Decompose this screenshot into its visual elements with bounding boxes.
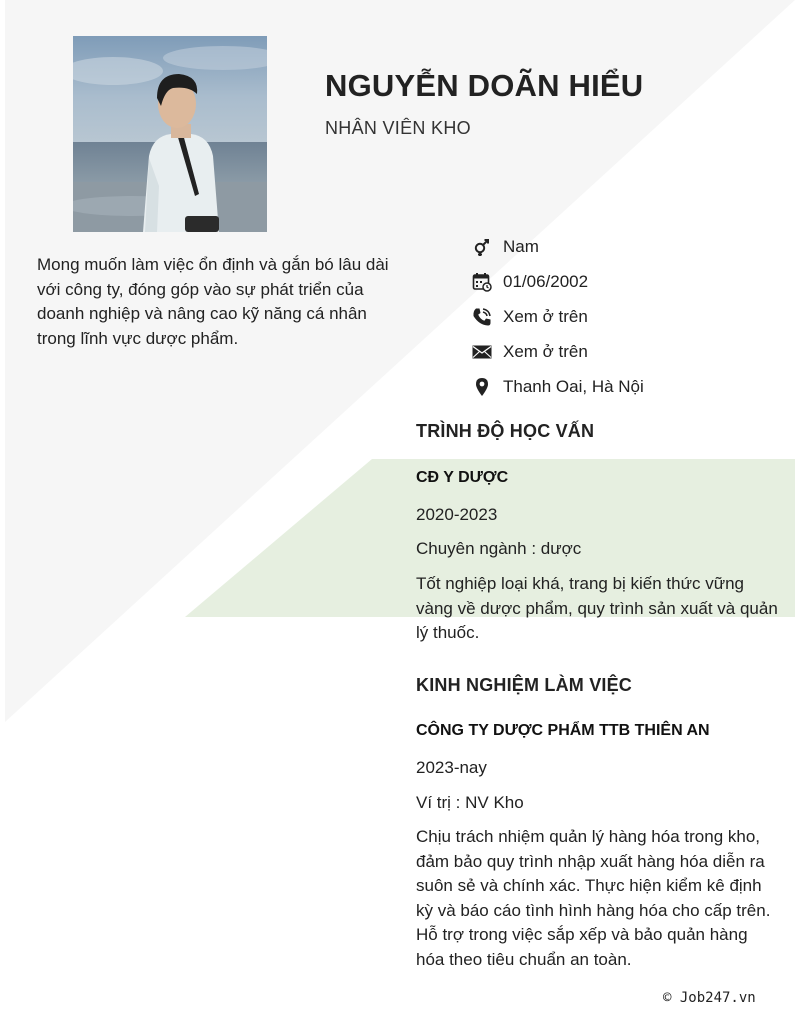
gender-text: Nam	[503, 237, 539, 257]
mail-icon	[472, 342, 492, 362]
footer-copyright: © Job247.vn	[663, 990, 756, 1006]
education-period: 2020-2023	[416, 505, 498, 524]
education-description: Tốt nghiệp loại khá, trang bị kiến thức vững vàng về dược phẩm, quy trình sản xuất và quản lý thuốc.	[416, 574, 778, 643]
job-title: NHÂN VIÊN KHO	[325, 118, 471, 138]
gender-icon	[472, 237, 492, 257]
info-phone	[472, 300, 782, 335]
address-text: Thanh Oai, Hà Nội	[503, 376, 644, 396]
location-pin-icon	[472, 377, 492, 397]
experience-heading: KINH NGHIỆM LÀM VIỆC	[416, 675, 633, 695]
info-email	[472, 334, 782, 369]
career-objective: Mong muốn làm việc ổn định và gắn bó lâu dài với công ty, đóng góp vào sự phát triển của doanh nghiệp và nâng cao kỹ năng cá nhân trong lĩnh vực dược phẩm.	[37, 255, 389, 348]
info-address	[472, 369, 782, 404]
education-major: Chuyên ngành : dược	[416, 539, 582, 558]
calendar-icon	[472, 272, 492, 292]
personal-info	[472, 230, 782, 404]
education-heading: TRÌNH ĐỘ HỌC VẤN	[416, 421, 595, 441]
phone-text: Xem ở trên	[503, 306, 588, 326]
info-gender	[472, 230, 782, 265]
info-birthdate	[472, 265, 782, 300]
experience-company: CÔNG TY DƯỢC PHẨM TTB THIÊN AN	[416, 722, 710, 739]
experience-description: Chịu trách nhiệm quản lý hàng hóa trong kho, đảm bảo quy trình nhập xuất hàng hóa diễn ra suôn sẻ và chính xác. Thực hiện kiểm kê định kỳ và báo cáo tình hình hàng hóa cho cấp trên. Hỗ trợ trong việc sắp xếp và bảo quản hàng hóa theo tiêu chuẩn an toàn.	[416, 827, 771, 969]
email-text: Xem ở trên	[503, 341, 588, 361]
phone-icon	[472, 307, 492, 327]
experience-position: Ví trị : NV Kho	[416, 793, 524, 812]
education-school: CĐ Y DƯỢC	[416, 469, 509, 486]
profile-photo	[73, 36, 267, 232]
experience-period: 2023-nay	[416, 758, 487, 777]
candidate-name: NGUYỄN DOÃN HIỂU	[325, 68, 644, 103]
birthdate-text: 01/06/2002	[503, 272, 589, 292]
